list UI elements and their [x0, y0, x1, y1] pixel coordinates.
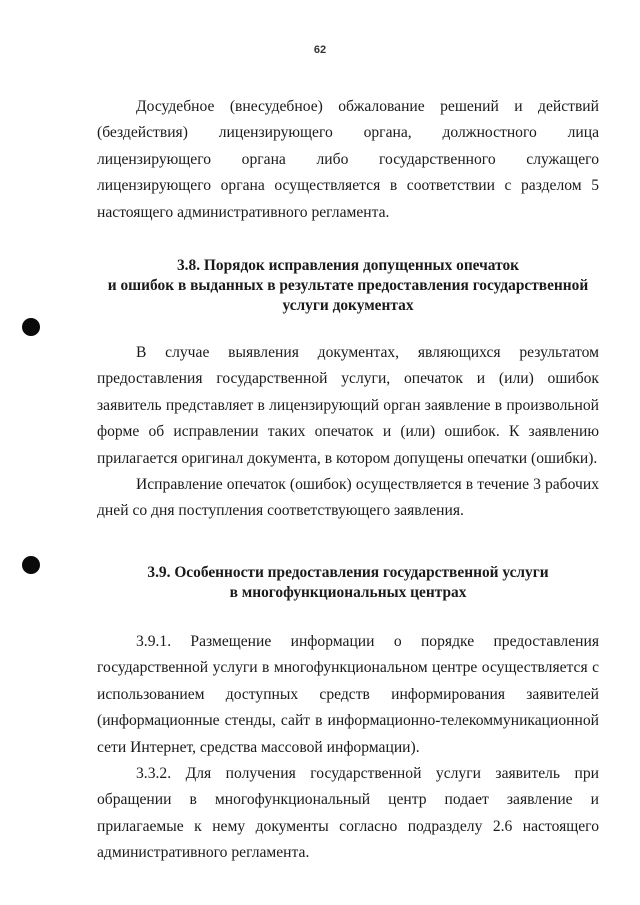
section-heading-3-9-line1: 3.9. Особенности предоставления государственной услуги — [147, 563, 549, 581]
section-heading-3-8-line2: и ошибок в выданных в результате предоставления государственной — [107, 277, 589, 295]
section-heading-3-8-line1: 3.8. Порядок исправления допущенных опечаток — [176, 257, 520, 275]
document-body — [97, 94, 599, 867]
paragraph-appeal: Досудебное (внесудебное) обжалование решений и действий (бездействия) лицензирующего органа, должностного лица лицензирующего органа либо государственного служащего лицензирующего органа осуществляется в соответствии с разделом 5 настоящего административного регламента. — [97, 98, 599, 221]
section-heading-3-9-line2: в многофункциональных центрах — [229, 583, 467, 601]
page-number: 62 — [313, 44, 327, 56]
paragraph-error-correction: В случае выявления документах, являющихся результатом предоставления государственной услуги, опечаток и (или) ошибок заявитель представляет в лицензирующий орган заявление в произвольной форме об исправлении таких опечаток и (или) ошибок. К заявлению прилагается оригинал документа, в котором допущены опечатки (ошибки). — [97, 344, 599, 467]
section-heading-3-8-line3: услуги документах — [282, 297, 414, 315]
paragraph-correction-deadline: Исправление опечаток (ошибок) осуществляется в течение 3 рабочих дней со дня поступления соответствующего заявления. — [97, 476, 599, 520]
punch-hole-upper — [22, 318, 40, 336]
punch-hole-lower — [22, 556, 40, 574]
section-heading-3-9 — [97, 563, 599, 603]
section-heading-3-8 — [97, 256, 599, 316]
paragraph-3-3-2: 3.3.2. Для получения государственной услуги заявитель при обращении в многофункциональный центр подает заявление и прилагаемые к нему документы согласно подразделу 2.6 настоящего административного регламента. — [97, 764, 599, 862]
paragraph-3-9-1: 3.9.1. Размещение информации о порядке предоставления государственной услуги в многофункциональном центре осуществляется с использованием доступных средств информирования заявителей (информационные стенды, сайт в информационно-телекоммуникационной сети Интернет, средства массовой информации). — [97, 632, 599, 756]
